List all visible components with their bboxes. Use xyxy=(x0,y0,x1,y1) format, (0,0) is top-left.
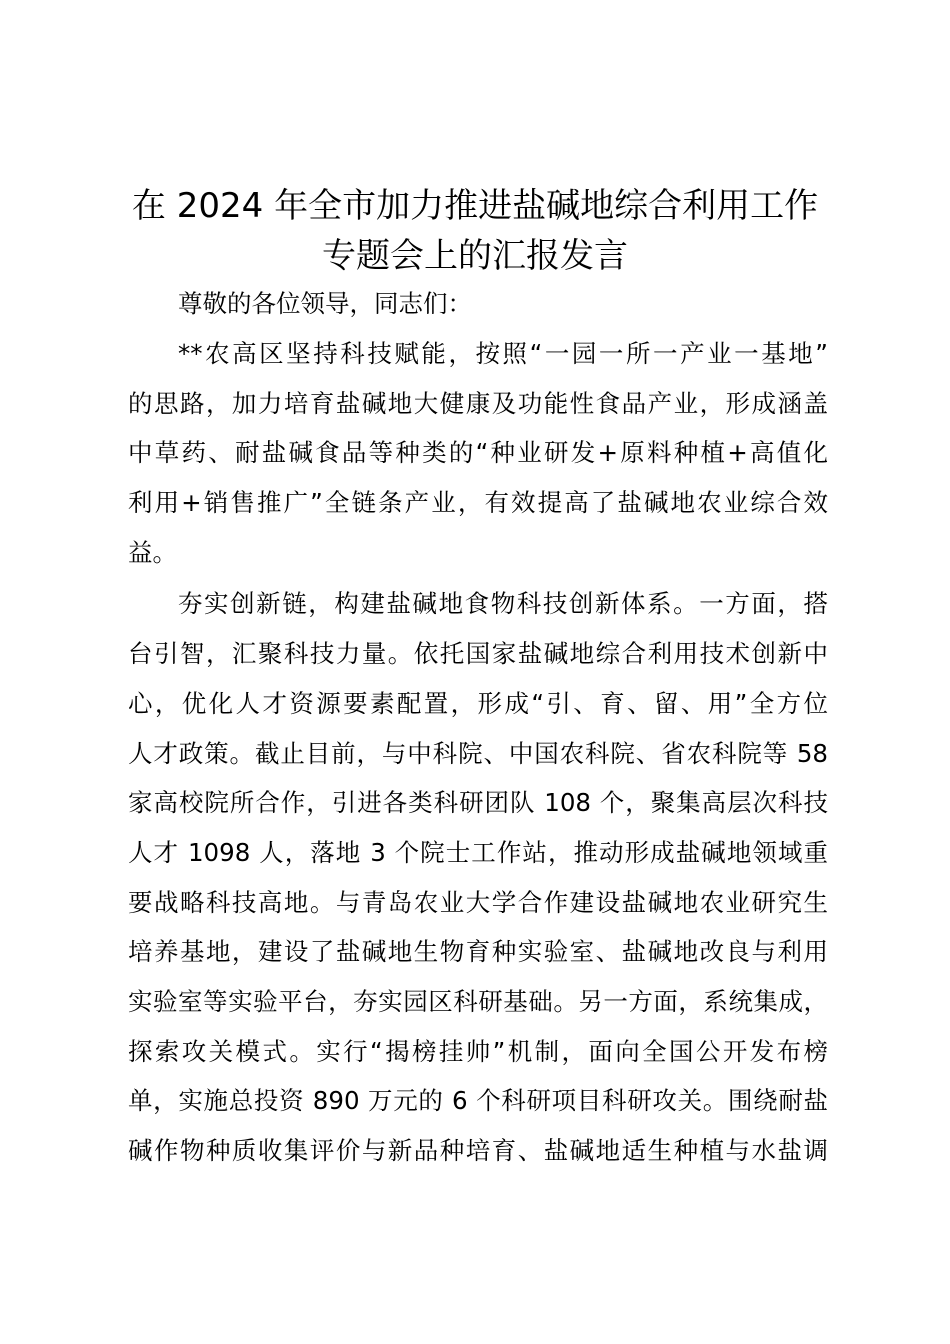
paragraph-1-line-4: 利用+销售推广”全链条产业，有效提高了盐碱地农业综合效 xyxy=(128,488,828,517)
paragraph-2-line-7: 要战略科技高地。与青岛农业大学合作建设盐碱地农业研究生 xyxy=(128,888,828,917)
paragraph-2-line-4: 人才政策。截止目前，与中科院、中国农科院、省农科院等 58 xyxy=(128,739,828,768)
document-title-line-2: 专题会上的汇报发言 xyxy=(322,236,628,276)
paragraph-1-line-3: 中草药、耐盐碱食品等种类的“种业研发+原料种植+高值化 xyxy=(128,438,828,467)
paragraph-2-line-6: 人才 1098 人，落地 3 个院士工作站，推动形成盐碱地领域重 xyxy=(128,838,828,867)
paragraph-1-line-5: 益。 xyxy=(128,538,177,567)
paragraph-2-line-2: 台引智，汇聚科技力量。依托国家盐碱地综合利用技术创新中 xyxy=(128,639,828,668)
paragraph-2-line-11: 单，实施总投资 890 万元的 6 个科研项目科研攻关。围绕耐盐 xyxy=(128,1086,828,1115)
paragraph-1-line-2: 的思路，加力培育盐碱地大健康及功能性食品产业，形成涵盖 xyxy=(128,389,828,418)
paragraph-2-line-12: 碱作物种质收集评价与新品种培育、盐碱地适生种植与水盐调 xyxy=(128,1136,828,1165)
paragraph-1-line-1: **农高区坚持科技赋能，按照“一园一所一产业一基地” xyxy=(178,339,828,368)
paragraph-2-line-8: 培养基地，建设了盐碱地生物育种实验室、盐碱地改良与利用 xyxy=(128,937,828,966)
paragraph-2-line-5: 家高校院所合作，引进各类科研团队 108 个，聚集高层次科技 xyxy=(128,788,828,817)
paragraph-2-line-9: 实验室等实验平台，夯实园区科研基础。另一方面，系统集成， xyxy=(128,987,828,1016)
paragraph-2-line-10: 探索攻关模式。实行“揭榜挂帅”机制，面向全国公开发布榜 xyxy=(128,1037,828,1066)
document-title-line-1: 在 2024 年全市加力推进盐碱地综合利用工作 xyxy=(131,186,819,226)
paragraph-2-line-3: 心，优化人才资源要素配置，形成“引、育、留、用”全方位 xyxy=(128,689,828,718)
paragraph-2-line-1: 夯实创新链，构建盐碱地食物科技创新体系。一方面，搭 xyxy=(178,589,828,618)
salutation: 尊敬的各位领导，同志们： xyxy=(178,289,472,318)
